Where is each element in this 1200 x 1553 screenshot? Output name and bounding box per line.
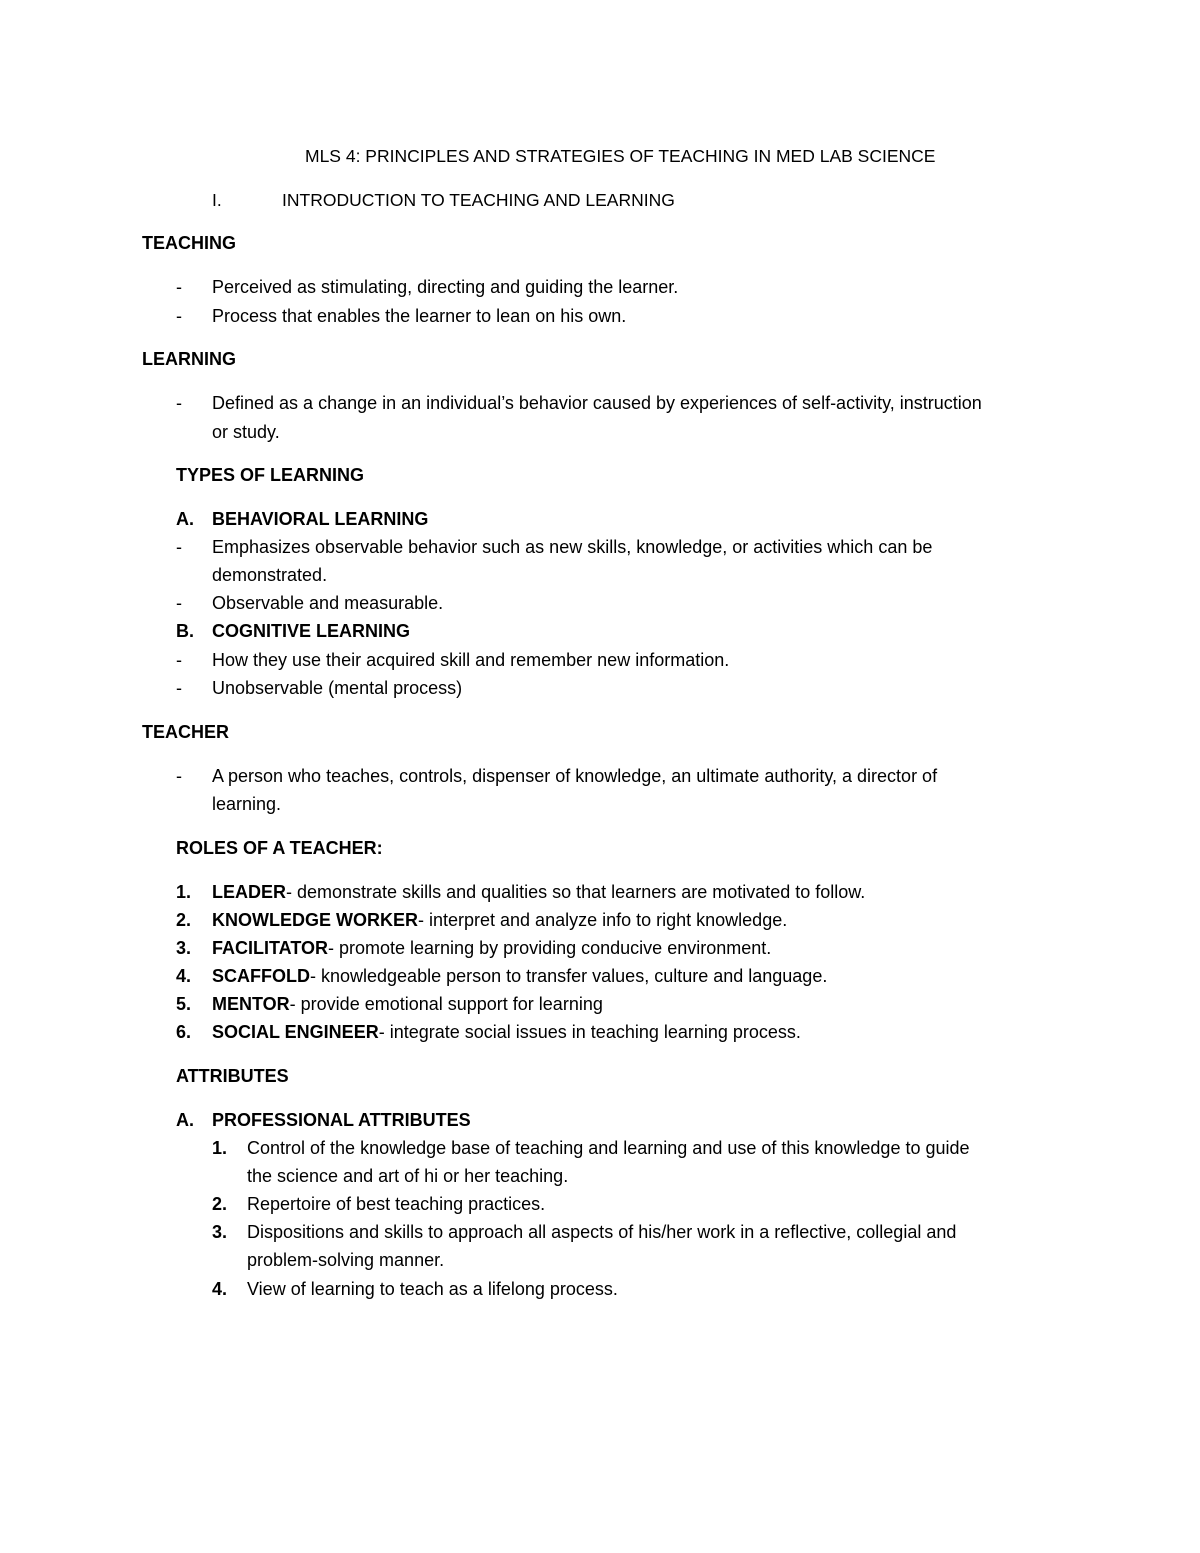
role-item (212, 878, 865, 906)
role-item (212, 934, 771, 962)
section-number: I. (212, 190, 222, 210)
types-b-item1: How they use their acquired skill and remember new information. (212, 650, 730, 670)
types-a-item1-line1: Emphasizes observable behavior such as new skills, knowledge, or activities which can be (212, 537, 933, 557)
types-heading: TYPES OF LEARNING (176, 465, 365, 485)
role-desc: - provide emotional support for learning (289, 994, 603, 1014)
types-a-item2: Observable and measurable. (212, 593, 444, 613)
bullet-dash: - (176, 393, 182, 413)
attribute-item-line1: Repertoire of best teaching practices. (247, 1194, 546, 1214)
bullet-dash: - (176, 593, 182, 613)
teaching-item-2: Process that enables the learner to lean on his own. (212, 306, 627, 326)
teaching-item-1: Perceived as stimulating, directing and guiding the learner. (212, 277, 679, 297)
role-term: KNOWLEDGE WORKER (212, 910, 418, 930)
types-b-title: COGNITIVE LEARNING (212, 621, 411, 641)
attribute-item-line1: Control of the knowledge base of teaching and learning and use of this knowledge to guide (247, 1138, 970, 1158)
teacher-item-line1: A person who teaches, controls, dispenser of knowledge, an ultimate authority, a director of (212, 766, 938, 786)
types-a-item1-line2: demonstrated. (212, 565, 328, 585)
attribute-item-line1: Dispositions and skills to approach all aspects of his/her work in a reflective, collegial and (247, 1222, 957, 1242)
attributes-heading: ATTRIBUTES (176, 1066, 289, 1086)
role-desc: - knowledgeable person to transfer values, culture and language. (310, 966, 828, 986)
attributes-a-title: PROFESSIONAL ATTRIBUTES (212, 1110, 471, 1130)
role-item (212, 1018, 801, 1046)
role-desc: - demonstrate skills and qualities so that learners are motivated to follow. (286, 882, 866, 902)
role-desc: - promote learning by providing conducive environment. (328, 938, 772, 958)
attribute-item-line2: problem-solving manner. (247, 1250, 445, 1270)
bullet-dash: - (176, 766, 182, 786)
attribute-number: 2. (212, 1194, 228, 1214)
attribute-number: 1. (212, 1138, 228, 1158)
bullet-dash: - (176, 678, 182, 698)
teacher-heading: TEACHER (142, 722, 230, 742)
types-b-marker: B. (176, 621, 194, 641)
attribute-item-line2: the science and art of hi or her teaching. (247, 1166, 569, 1186)
role-number: 6. (176, 1022, 192, 1042)
bullet-dash: - (176, 306, 182, 326)
learning-heading: LEARNING (142, 349, 236, 369)
role-number: 1. (176, 882, 192, 902)
learning-item-line1: Defined as a change in an individual’s behavior caused by experiences of self-activity, instruction (212, 393, 982, 413)
role-term: LEADER (212, 882, 287, 902)
role-term: FACILITATOR (212, 938, 328, 958)
role-term: MENTOR (212, 994, 290, 1014)
bullet-dash: - (176, 537, 182, 557)
page-title: MLS 4: PRINCIPLES AND STRATEGIES OF TEACHING IN MED LAB SCIENCE (305, 146, 936, 166)
role-number: 2. (176, 910, 192, 930)
role-item (212, 990, 603, 1018)
teaching-heading: TEACHING (142, 233, 236, 253)
roles-heading: ROLES OF A TEACHER: (176, 838, 383, 858)
bullet-dash: - (176, 650, 182, 670)
attributes-a-marker: A. (176, 1110, 194, 1130)
role-desc: - integrate social issues in teaching learning process. (378, 1022, 801, 1042)
role-number: 5. (176, 994, 192, 1014)
types-a-title: BEHAVIORAL LEARNING (212, 509, 429, 529)
attribute-number: 3. (212, 1222, 228, 1242)
role-item (212, 906, 787, 934)
role-number: 4. (176, 966, 192, 986)
section-title: INTRODUCTION TO TEACHING AND LEARNING (282, 190, 675, 210)
types-b-item2: Unobservable (mental process) (212, 678, 463, 698)
role-item (212, 962, 827, 990)
bullet-dash: - (176, 277, 182, 297)
attribute-number: 4. (212, 1279, 228, 1299)
types-a-marker: A. (176, 509, 194, 529)
role-number: 3. (176, 938, 192, 958)
role-desc: - interpret and analyze info to right knowledge. (418, 910, 788, 930)
learning-item-line2: or study. (212, 422, 280, 442)
teacher-item-line2: learning. (212, 794, 282, 814)
role-term: SOCIAL ENGINEER (212, 1022, 379, 1042)
role-term: SCAFFOLD (212, 966, 310, 986)
attribute-item-line1: View of learning to teach as a lifelong process. (247, 1279, 618, 1299)
